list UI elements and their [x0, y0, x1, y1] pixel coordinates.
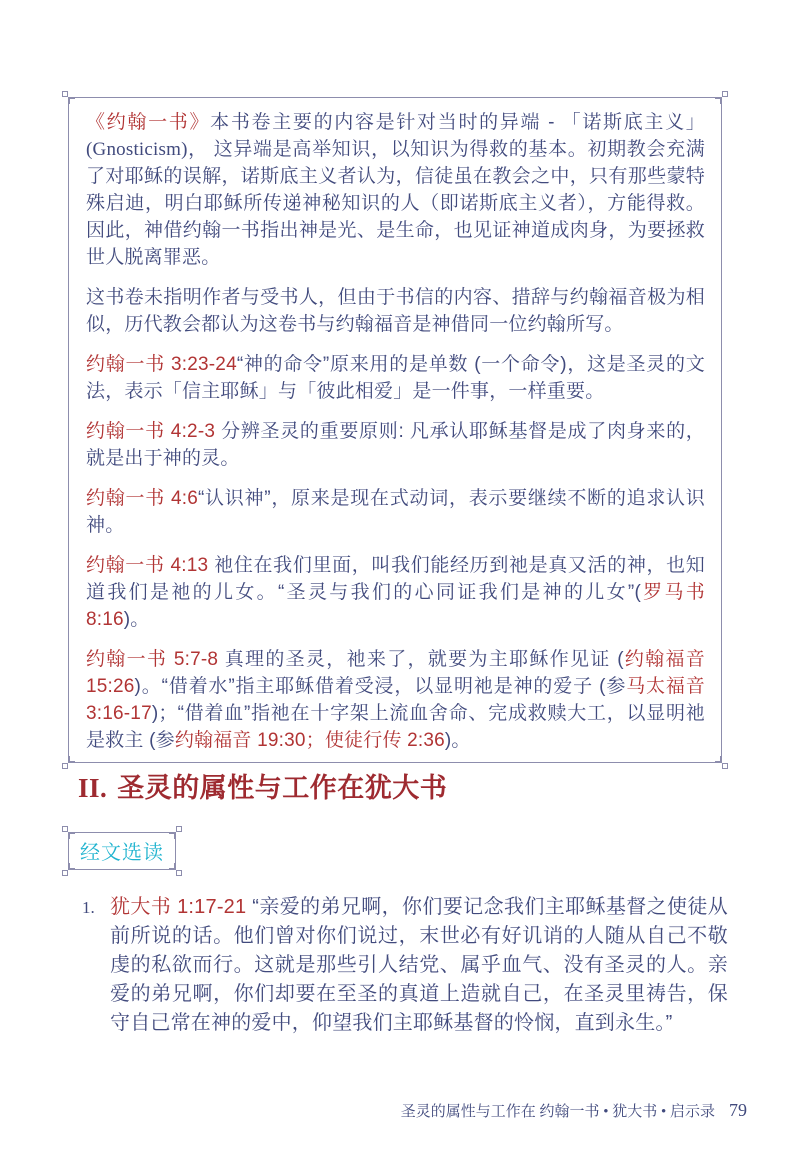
passage-list [82, 893, 728, 1038]
passage-item [82, 893, 728, 1038]
text-segment: “认识神”，原来是现在式动词，表示要继续不断的追求认识神。 [86, 488, 705, 536]
scripture-reference: 《约翰一书》 [86, 112, 211, 133]
corner-ornament [717, 758, 728, 769]
section-title: 圣灵的属性与工作在犹大书 [117, 773, 448, 803]
footer-running-title: 圣灵的属性与工作在 约翰一书 • 犹大书 • 启示录 [400, 1104, 715, 1120]
passage-label-box [68, 832, 176, 870]
scripture-reference: 约翰一书 3:23-24 [86, 354, 237, 375]
text-segment: “亲爱的弟兄啊，你们要记念我们主耶稣基督之使徒从前所说的话。他们曾对你们说过，末世必有好讥诮的人随从自己不敬虔的私欲而行。这就是那些引人结党、属乎血气、没有圣灵的人。亲爱的弟兄啊，你们却要在至圣的真道上造就自己，在圣灵里祷告，保守自己常在神的爱中，仰望我们主耶稣基督的怜悯，直到永生。” [110, 896, 729, 1034]
text-segment: 本书卷主要的内容是针对当时的异端 - 「诺斯底主义」 [210, 112, 706, 133]
text-segment: )。“借着水”指主耶稣借着受浸，以显明祂是神的爱子 (参 [134, 676, 627, 697]
scripture-reference: 约翰福音 15:26 [86, 649, 705, 697]
scripture-reference: 约翰一书 4:2-3 [86, 421, 216, 442]
intro-note-box [68, 97, 722, 763]
scripture-reference: 约翰一书 5:7-8 [86, 649, 219, 670]
intro-paragraph [86, 351, 705, 405]
corner-ornament [62, 758, 73, 769]
corner-ornament [171, 826, 182, 837]
scripture-reference: 约翰一书 4:13 [86, 555, 209, 576]
passage-number: 1. [82, 898, 95, 917]
scripture-reference: 约翰一书 4:6 [86, 488, 198, 509]
intro-paragraph [86, 646, 705, 754]
intro-paragraph [86, 485, 705, 539]
corner-ornament [171, 865, 182, 876]
text-segment: 祂住在我们里面，叫我们能经历到祂是真又活的神，也知道我们是祂的儿女。“圣灵与我们的心同证我们是神的儿女”( [86, 555, 706, 603]
scripture-reference: 罗马书 8:16 [86, 582, 705, 630]
intro-paragraph [86, 552, 705, 633]
intro-paragraph [86, 418, 705, 472]
text-segment: ， 这异端是高举知识，以知识为得救的基本。初期教会充满了对耶稣的误解，诺斯底主义者认为，信徒虽在教会之中，只有那些蒙特殊启迪，明白耶稣所传递神秘知识的人（即诺斯底主义者），方能得救。因此，神借约翰一书指出神是光、是生命，也见证神道成肉身，为要拯救世人脱离罪恶。 [86, 139, 705, 268]
corner-ornament [62, 865, 73, 876]
text-segment: )；“借着血”指祂在十字架上流血舍命、完成救赎大工，以显明祂是救主 (参 [86, 703, 705, 751]
scripture-reference: 马太福音 3:16-17 [86, 676, 705, 724]
intro-paragraph [86, 284, 705, 338]
text-segment: 真理的圣灵，祂来了，就要为主耶稣作见证 ( [218, 649, 624, 670]
page-footer [401, 1100, 747, 1121]
passage-text [110, 893, 728, 1038]
text-segment: )。 [444, 730, 471, 751]
intro-paragraph [86, 109, 705, 271]
text-segment: 这书卷未指明作者与受书人，但由于书信的内容、措辞与约翰福音极为相似，历代教会都认为这卷书与约翰福音是神借同一位约翰所写。 [86, 287, 705, 335]
text-segment: )。 [123, 609, 150, 630]
text-segment: (Gnosticism) [86, 139, 188, 160]
corner-ornament [62, 826, 73, 837]
corner-ornament [717, 91, 728, 102]
text-segment: “神的命令”原来用的是单数 (一个命令)，这是圣灵的文法，表示「信主耶稣」与「彼此相爱」是一件事，一样重要。 [86, 354, 705, 402]
footer-page-number: 79 [729, 1100, 747, 1120]
scripture-reference: 约翰福音 19:30；使徒行传 2:36 [174, 730, 445, 751]
text-segment: 分辨圣灵的重要原则: 凡承认耶稣基督是成了肉身来的，就是出于神的灵。 [86, 421, 705, 469]
passage-label: 经文选读 [80, 842, 164, 864]
section-heading [78, 766, 447, 805]
corner-ornament [62, 91, 73, 102]
section-numeral: II. [78, 773, 108, 803]
scripture-reference: 犹大书 1:17-21 [110, 896, 247, 918]
